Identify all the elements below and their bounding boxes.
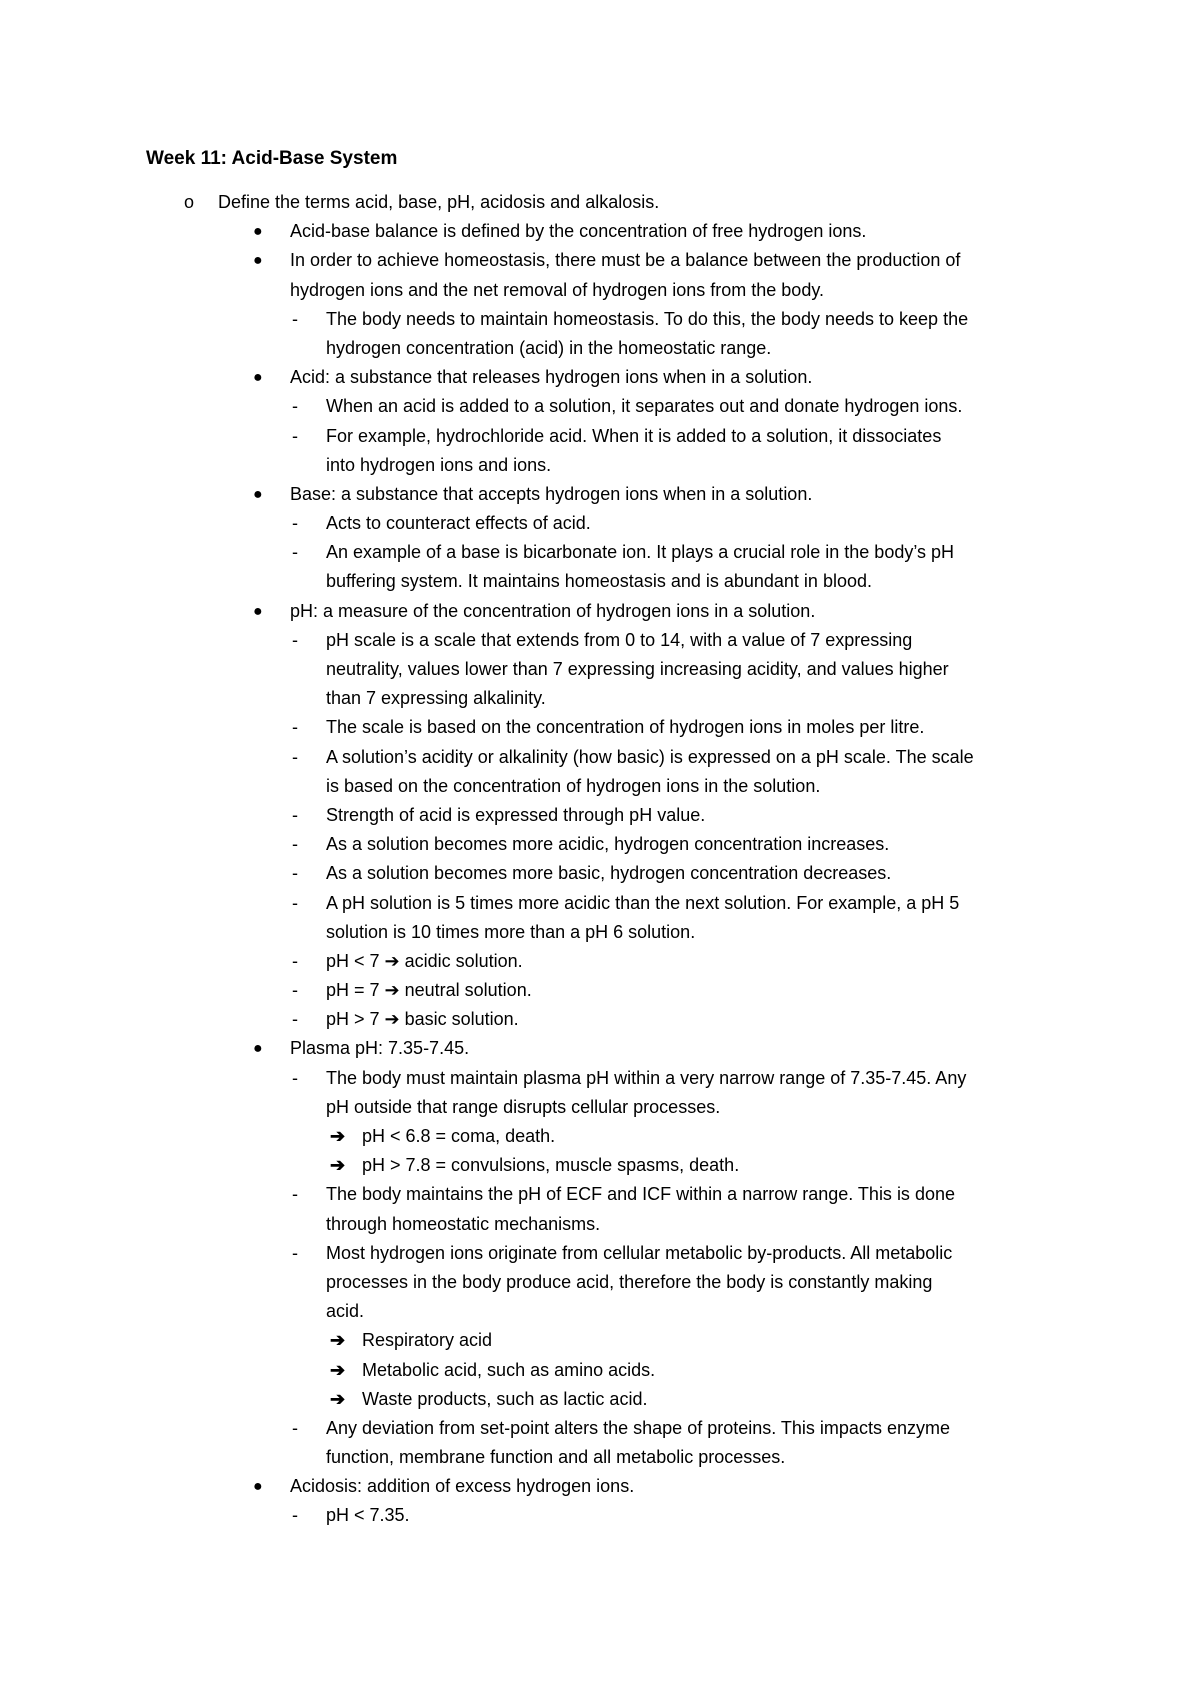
list-item xyxy=(0,947,1200,976)
arrow-icon: ➔ xyxy=(330,1330,346,1351)
list-item-text: Strength of acid is expressed through pH value. xyxy=(326,804,706,825)
list-item-text: into hydrogen ions and ions. xyxy=(326,454,552,475)
list-item xyxy=(0,830,1200,859)
dash-marker: - xyxy=(292,804,298,825)
dash-marker: - xyxy=(292,308,298,329)
list-item-text: function, membrane function and all metabolic processes. xyxy=(326,1447,786,1468)
dash-marker: - xyxy=(292,629,298,650)
dash-marker: - xyxy=(292,1505,298,1526)
dash-marker: - xyxy=(292,950,298,971)
list-item xyxy=(0,392,1200,421)
list-item-text: Acid: a substance that releases hydrogen ions when in a solution. xyxy=(290,367,813,388)
list-item xyxy=(0,305,1200,334)
list-item-continuation xyxy=(0,451,1200,480)
list-item-continuation xyxy=(0,772,1200,801)
dash-marker: - xyxy=(292,513,298,534)
list-item xyxy=(0,1326,1200,1355)
list-item xyxy=(0,889,1200,918)
list-item-text: As a solution becomes more basic, hydrogen concentration decreases. xyxy=(326,863,892,884)
list-item-text: pH < 7 ➔ acidic solution. xyxy=(326,950,523,971)
dash-marker: - xyxy=(292,834,298,855)
bullet-marker: ● xyxy=(253,252,263,270)
list-item xyxy=(0,480,1200,509)
list-item xyxy=(0,743,1200,772)
list-item-text: Base: a substance that accepts hydrogen ions when in a solution. xyxy=(290,483,813,504)
list-item-continuation xyxy=(0,1297,1200,1326)
list-item xyxy=(0,509,1200,538)
list-item-text: pH < 6.8 = coma, death. xyxy=(362,1126,556,1146)
list-item-continuation xyxy=(0,1210,1200,1239)
list-item-text: pH scale is a scale that extends from 0 to 14, with a value of 7 expressing xyxy=(326,629,913,650)
list-item-text: Respiratory acid xyxy=(362,1330,493,1351)
list-item xyxy=(0,1151,1200,1180)
list-item xyxy=(0,1034,1200,1063)
list-item xyxy=(0,1472,1200,1501)
list-item xyxy=(0,859,1200,888)
list-item-text: pH = 7 ➔ neutral solution. xyxy=(326,980,532,1001)
list-item-text: hydrogen ions and the net removal of hydrogen ions from the body. xyxy=(290,279,824,300)
list-item-text: The scale is based on the concentration of hydrogen ions in moles per litre. xyxy=(326,717,925,738)
arrow-icon: ➔ xyxy=(330,1155,346,1176)
page-title: Week 11: Acid-Base System xyxy=(146,148,398,169)
bullet-marker: ● xyxy=(253,1478,263,1496)
list-item-continuation xyxy=(0,655,1200,684)
dash-marker: - xyxy=(292,717,298,738)
list-item-text: processes in the body produce acid, therefore the body is constantly making xyxy=(326,1271,933,1292)
dash-marker: - xyxy=(292,1009,298,1030)
list-item-text: Most hydrogen ions originate from cellular metabolic by-products. All metabolic xyxy=(326,1242,953,1263)
list-item xyxy=(0,217,1200,246)
list-item xyxy=(0,246,1200,275)
bullet-marker: ● xyxy=(253,369,263,387)
list-item-text: buffering system. It maintains homeostasis and is abundant in blood. xyxy=(326,571,872,592)
list-item-text: neutrality, values lower than 7 expressing increasing acidity, and values higher xyxy=(326,659,949,679)
dash-marker: - xyxy=(292,1067,298,1088)
list-item-text: is based on the concentration of hydrogen ions in the solution. xyxy=(326,775,821,796)
arrow-icon: ➔ xyxy=(330,1126,346,1146)
list-item-text: pH > 7 ➔ basic solution. xyxy=(326,1009,519,1030)
list-item-text: solution is 10 times more than a pH 6 solution. xyxy=(326,921,696,942)
list-item-text: pH: a measure of the concentration of hydrogen ions in a solution. xyxy=(290,600,816,621)
list-item xyxy=(0,1005,1200,1034)
arrow-icon: ➔ xyxy=(330,1388,346,1409)
dash-marker: - xyxy=(292,1184,298,1205)
list-item xyxy=(0,188,1200,217)
list-item xyxy=(0,1064,1200,1093)
list-item xyxy=(0,801,1200,830)
list-item-text: hydrogen concentration (acid) in the homeostatic range. xyxy=(326,337,772,358)
list-item-text: Plasma pH: 7.35-7.45. xyxy=(290,1038,470,1059)
dash-marker: - xyxy=(292,1417,298,1438)
bullet-marker: ● xyxy=(253,485,263,503)
dash-marker: - xyxy=(292,1242,298,1263)
list-item-text: The body maintains the pH of ECF and ICF within a narrow range. This is done xyxy=(326,1184,955,1205)
list-item-continuation xyxy=(0,567,1200,596)
list-item xyxy=(0,1385,1200,1414)
list-item xyxy=(0,597,1200,626)
list-item-text: As a solution becomes more acidic, hydrogen concentration increases. xyxy=(326,834,890,855)
list-item xyxy=(0,1356,1200,1385)
list-item xyxy=(0,1501,1200,1530)
o-bullet-marker: o xyxy=(184,192,195,212)
dash-marker: - xyxy=(292,542,298,563)
list-item-continuation xyxy=(0,1093,1200,1122)
list-item xyxy=(0,976,1200,1005)
list-item-text: An example of a base is bicarbonate ion. It plays a crucial role in the body’s pH xyxy=(326,542,955,563)
list-item-text: than 7 expressing alkalinity. xyxy=(326,688,546,709)
list-item-text: The body must maintain plasma pH within a very narrow range of 7.35-7.45. Any xyxy=(326,1067,967,1088)
list-item xyxy=(0,538,1200,567)
list-item-text: The body needs to maintain homeostasis. To do this, the body needs to keep the xyxy=(326,308,969,329)
list-item xyxy=(0,363,1200,392)
list-item-continuation xyxy=(0,276,1200,305)
list-item xyxy=(0,1414,1200,1443)
list-item xyxy=(0,1180,1200,1209)
list-item xyxy=(0,1122,1200,1151)
dash-marker: - xyxy=(292,746,298,767)
list-item-text: Metabolic acid, such as amino acids. xyxy=(362,1359,656,1380)
list-item xyxy=(0,713,1200,742)
list-item-continuation xyxy=(0,1268,1200,1297)
bullet-marker: ● xyxy=(253,1040,263,1058)
dash-marker: - xyxy=(292,425,298,446)
list-item xyxy=(0,1239,1200,1268)
list-item-continuation xyxy=(0,684,1200,713)
list-item-continuation xyxy=(0,1443,1200,1472)
arrow-icon: ➔ xyxy=(330,1359,346,1380)
list-item xyxy=(0,422,1200,451)
list-item-text: pH > 7.8 = convulsions, muscle spasms, death. xyxy=(362,1155,740,1176)
dash-marker: - xyxy=(292,863,298,884)
list-item-text: A solution’s acidity or alkalinity (how basic) is expressed on a pH scale. The scale xyxy=(326,746,974,767)
list-item-text: Any deviation from set-point alters the shape of proteins. This impacts enzyme xyxy=(326,1417,950,1438)
list-item-text: Acidosis: addition of excess hydrogen ions. xyxy=(290,1476,635,1497)
list-item-text: For example, hydrochloride acid. When it is added to a solution, it dissociates xyxy=(326,425,942,446)
bullet-marker: ● xyxy=(253,223,263,241)
list-item-text: pH < 7.35. xyxy=(326,1505,410,1526)
dash-marker: - xyxy=(292,892,298,913)
dash-marker: - xyxy=(292,396,298,417)
notes-list xyxy=(0,188,1200,1531)
list-item-text: A pH solution is 5 times more acidic than the next solution. For example, a pH 5 xyxy=(326,892,960,913)
list-item-text: When an acid is added to a solution, it separates out and donate hydrogen ions. xyxy=(326,396,963,417)
list-item-continuation xyxy=(0,918,1200,947)
bullet-marker: ● xyxy=(253,602,263,620)
list-item xyxy=(0,626,1200,655)
list-item-text: In order to achieve homeostasis, there must be a balance between the production of xyxy=(290,250,961,271)
list-item-text: acid. xyxy=(326,1301,365,1322)
list-item-text: Acid-base balance is defined by the concentration of free hydrogen ions. xyxy=(290,221,867,242)
dash-marker: - xyxy=(292,980,298,1001)
list-item-text: Waste products, such as lactic acid. xyxy=(362,1388,648,1409)
list-item-text: pH outside that range disrupts cellular processes. xyxy=(326,1096,721,1117)
list-item-text: Acts to counteract effects of acid. xyxy=(326,513,591,534)
list-item-text: through homeostatic mechanisms. xyxy=(326,1213,601,1234)
list-item-continuation xyxy=(0,334,1200,363)
list-item-text: Define the terms acid, base, pH, acidosis and alkalosis. xyxy=(218,192,660,212)
